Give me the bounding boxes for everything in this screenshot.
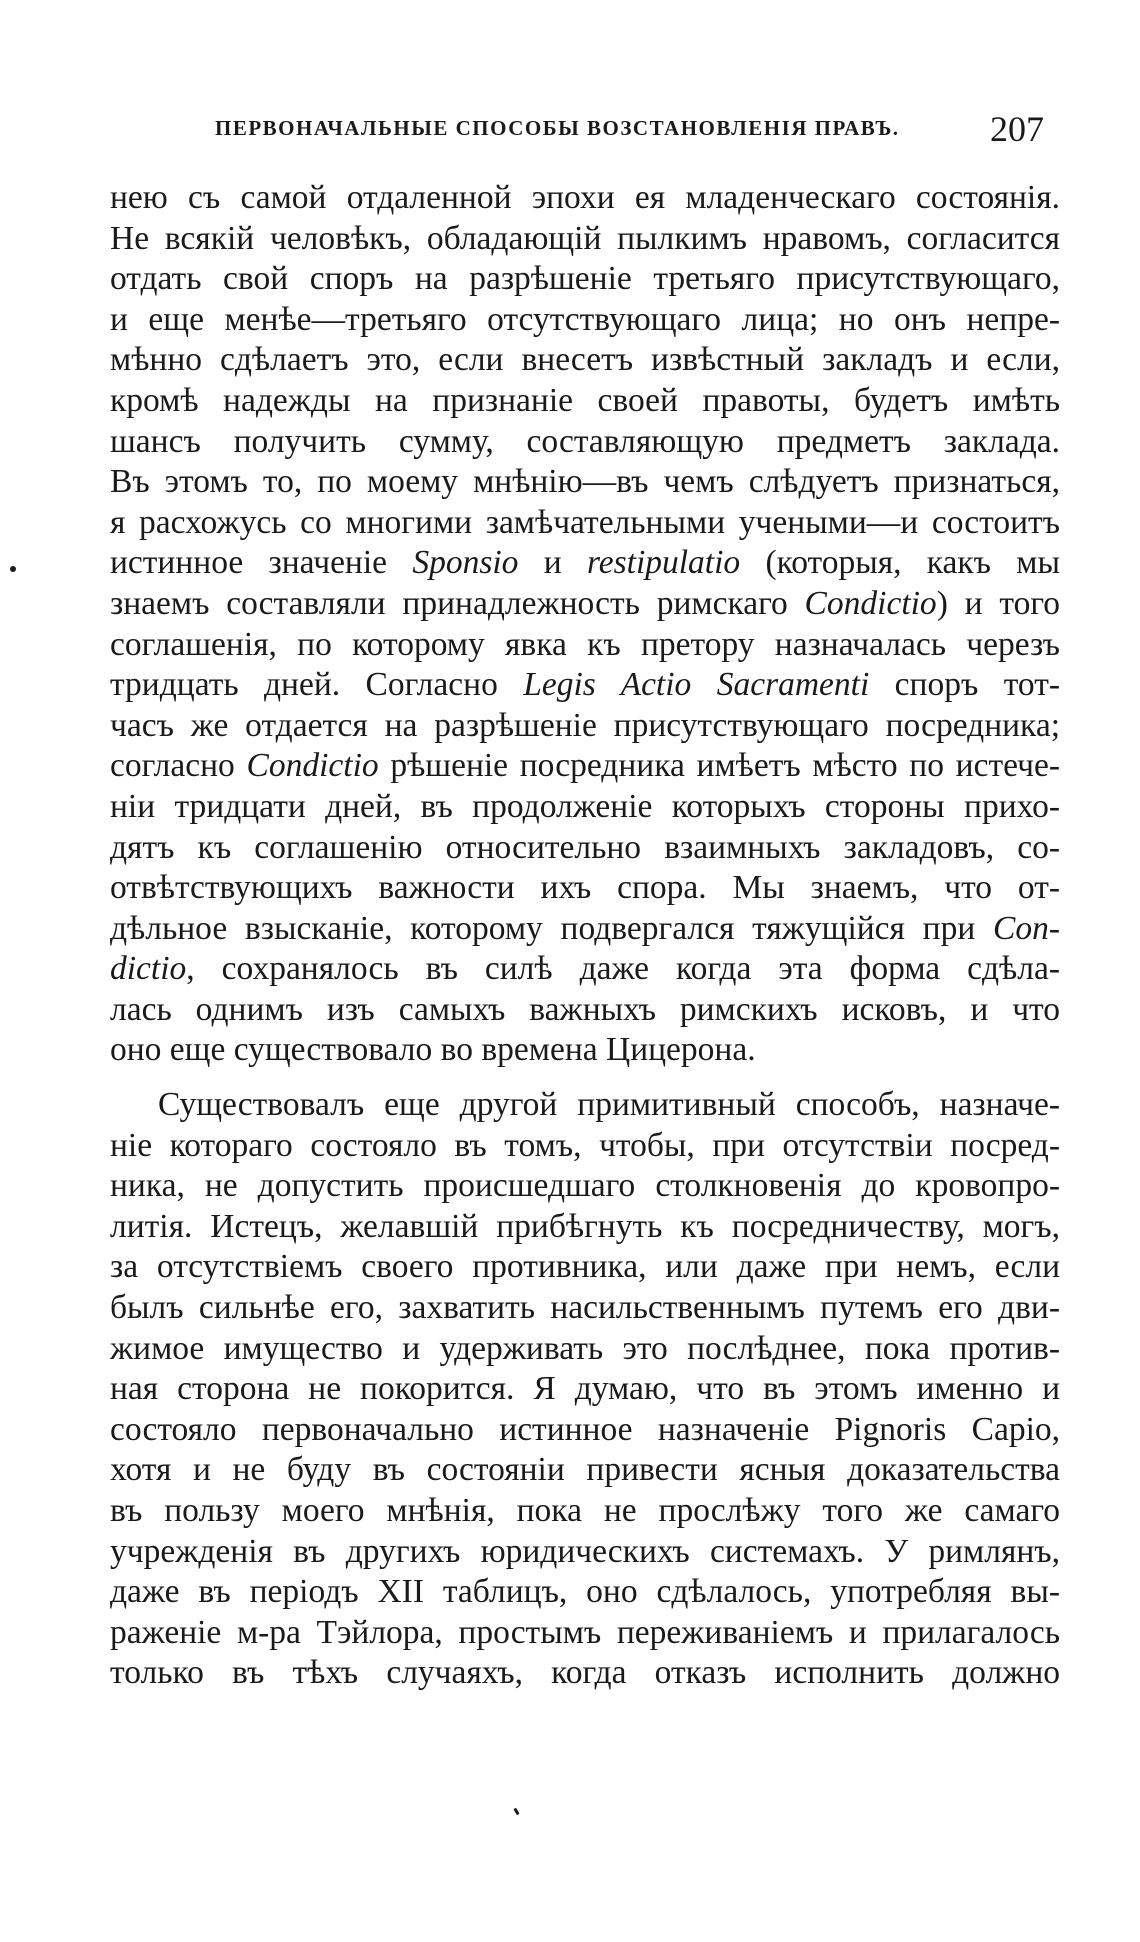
text-line: хотя и не буду въ состояніи привести ясныя доказательства xyxy=(110,1451,1060,1489)
text-line xyxy=(110,665,1060,706)
text-line: раженіе м-ра Тэйлора, простымъ переживаніемъ и прилагалось xyxy=(110,1613,1060,1651)
text-line: отвѣтствующихъ важности ихъ спора. Мы знаемъ, что от- xyxy=(110,869,1060,907)
text-line: отдать свой споръ на разрѣшеніе третьяго присутствующаго, xyxy=(110,260,1060,298)
text-line: соглашенія, по которому явка къ претору назначалась черезъ xyxy=(110,625,1060,663)
text-line: кромѣ надежды на признаніе своей правоты, будетъ имѣть xyxy=(110,381,1060,419)
text-line: жимое имущество и удерживать это послѣднее, пока против- xyxy=(110,1329,1060,1367)
text-line: я расхожусь со многими замѣчательными учеными—и состоитъ xyxy=(110,503,1060,541)
text-run: и xyxy=(518,544,587,582)
text-line: въ пользу моего мнѣнія, пока не прослѣжу того же самаго xyxy=(110,1492,1060,1529)
text-line: ная сторона не покорится. Я думаю, что въ этомъ именно и xyxy=(110,1370,1060,1408)
text-line: Существовалъ еще другой примитивный способъ, назначе- xyxy=(158,1086,1060,1124)
text-line xyxy=(110,909,1060,950)
text-line: лась однимъ изъ самыхъ важныхъ римскихъ исковъ, и что xyxy=(110,990,1060,1028)
paragraph-2 xyxy=(110,1085,1060,1694)
latin-term: Condictio xyxy=(246,747,379,785)
text-run: знаемъ составляли принадлежность римскаго xyxy=(110,584,805,622)
latin-term: Legis Actio Sacramenti xyxy=(523,666,870,704)
text-line: состояло первоначально истинное назначеніе Pignoris Capio, xyxy=(110,1410,1060,1448)
text-line: мѣнно сдѣлаетъ это, если внесетъ извѣстный закладъ и если, xyxy=(110,341,1060,379)
page-body xyxy=(110,178,1060,1694)
latin-term: Condictio xyxy=(804,584,937,622)
text-line: Въ этомъ то, по моему мнѣнію—въ чемъ слѣдуетъ признаться, xyxy=(110,463,1060,501)
text-line xyxy=(110,746,1060,787)
text-run: согласно xyxy=(110,747,247,785)
text-run: истинное значеніе xyxy=(110,544,413,582)
text-run: споръ тот- xyxy=(869,666,1060,704)
text-line: учрежденія въ другихъ юридическихъ системахъ. У римлянъ, xyxy=(110,1532,1060,1570)
ink-speck xyxy=(10,566,16,572)
latin-term: Con- xyxy=(993,909,1060,947)
text-line xyxy=(110,949,1060,990)
text-line: и еще менѣе—третьяго отсутствующаго лица; но онъ непре- xyxy=(110,300,1060,338)
text-line: даже въ періодъ XII таблицъ, оно сдѣлалось, употребляя вы- xyxy=(110,1573,1060,1611)
text-line: часъ же отдается на разрѣшеніе присутствующаго посредника; xyxy=(110,706,1060,744)
text-line: ника, не допустить происшедшаго столкновенія до кровопро- xyxy=(110,1167,1060,1205)
latin-term: dictio xyxy=(110,950,187,988)
text-line xyxy=(110,584,1060,625)
running-title: ПЕРВОНАЧАЛЬНЫЕ СПОСОБЫ ВОЗСТАНОВЛЕНІЯ ПРАВЪ. xyxy=(215,116,900,140)
text-run: тридцать дней. Согласно xyxy=(110,666,524,704)
latin-term: Sponsio xyxy=(412,544,519,582)
text-line: оно еще существовало во времена Цицерона. xyxy=(110,1031,756,1069)
text-line: былъ сильнѣе его, захватить насильственнымъ путемъ его дви- xyxy=(110,1289,1060,1327)
paragraph-gap xyxy=(110,1071,1060,1085)
text-line: шансъ получить сумму, составляющую предметъ заклада. xyxy=(110,422,1060,460)
ink-speck xyxy=(513,1808,519,1816)
text-line: за отсутствіемъ своего противника, или даже при немъ, если xyxy=(110,1248,1060,1286)
text-run: , сохранялось въ силѣ даже когда эта форма сдѣла- xyxy=(186,950,1060,988)
text-line: Не всякій человѣкъ, обладающій пылкимъ нравомъ, согласится xyxy=(110,219,1060,257)
text-line: литія. Истецъ, желавшій прибѣгнуть къ посредничеству, могъ, xyxy=(110,1207,1060,1245)
page-number: 207 xyxy=(990,109,1044,149)
text-line: ніе котораго состояло въ томъ, чтобы, при отсутствіи посред- xyxy=(110,1126,1060,1164)
text-run: дѣльное взысканіе, которому подвергался тяжущійся при xyxy=(110,909,993,947)
text-run: рѣшеніе посредника имѣетъ мѣсто по истече- xyxy=(378,747,1060,785)
latin-term: restipulatio xyxy=(586,544,741,582)
text-run: ) и того xyxy=(936,584,1060,622)
text-line: только въ тѣхъ случаяхъ, когда отказъ исполнить должно xyxy=(110,1654,1060,1692)
text-line: нею съ самой отдаленной эпохи ея младенческаго состоянія. xyxy=(110,179,1060,216)
text-line: дятъ къ соглашенію относительно взаимныхъ закладовъ, со- xyxy=(110,828,1060,866)
paragraph-1 xyxy=(110,178,1060,1071)
text-line: ніи тридцати дней, въ продолженіе которыхъ стороны прихо- xyxy=(110,787,1060,825)
text-run: (которыя, какъ мы xyxy=(740,544,1060,582)
text-line xyxy=(110,543,1060,584)
